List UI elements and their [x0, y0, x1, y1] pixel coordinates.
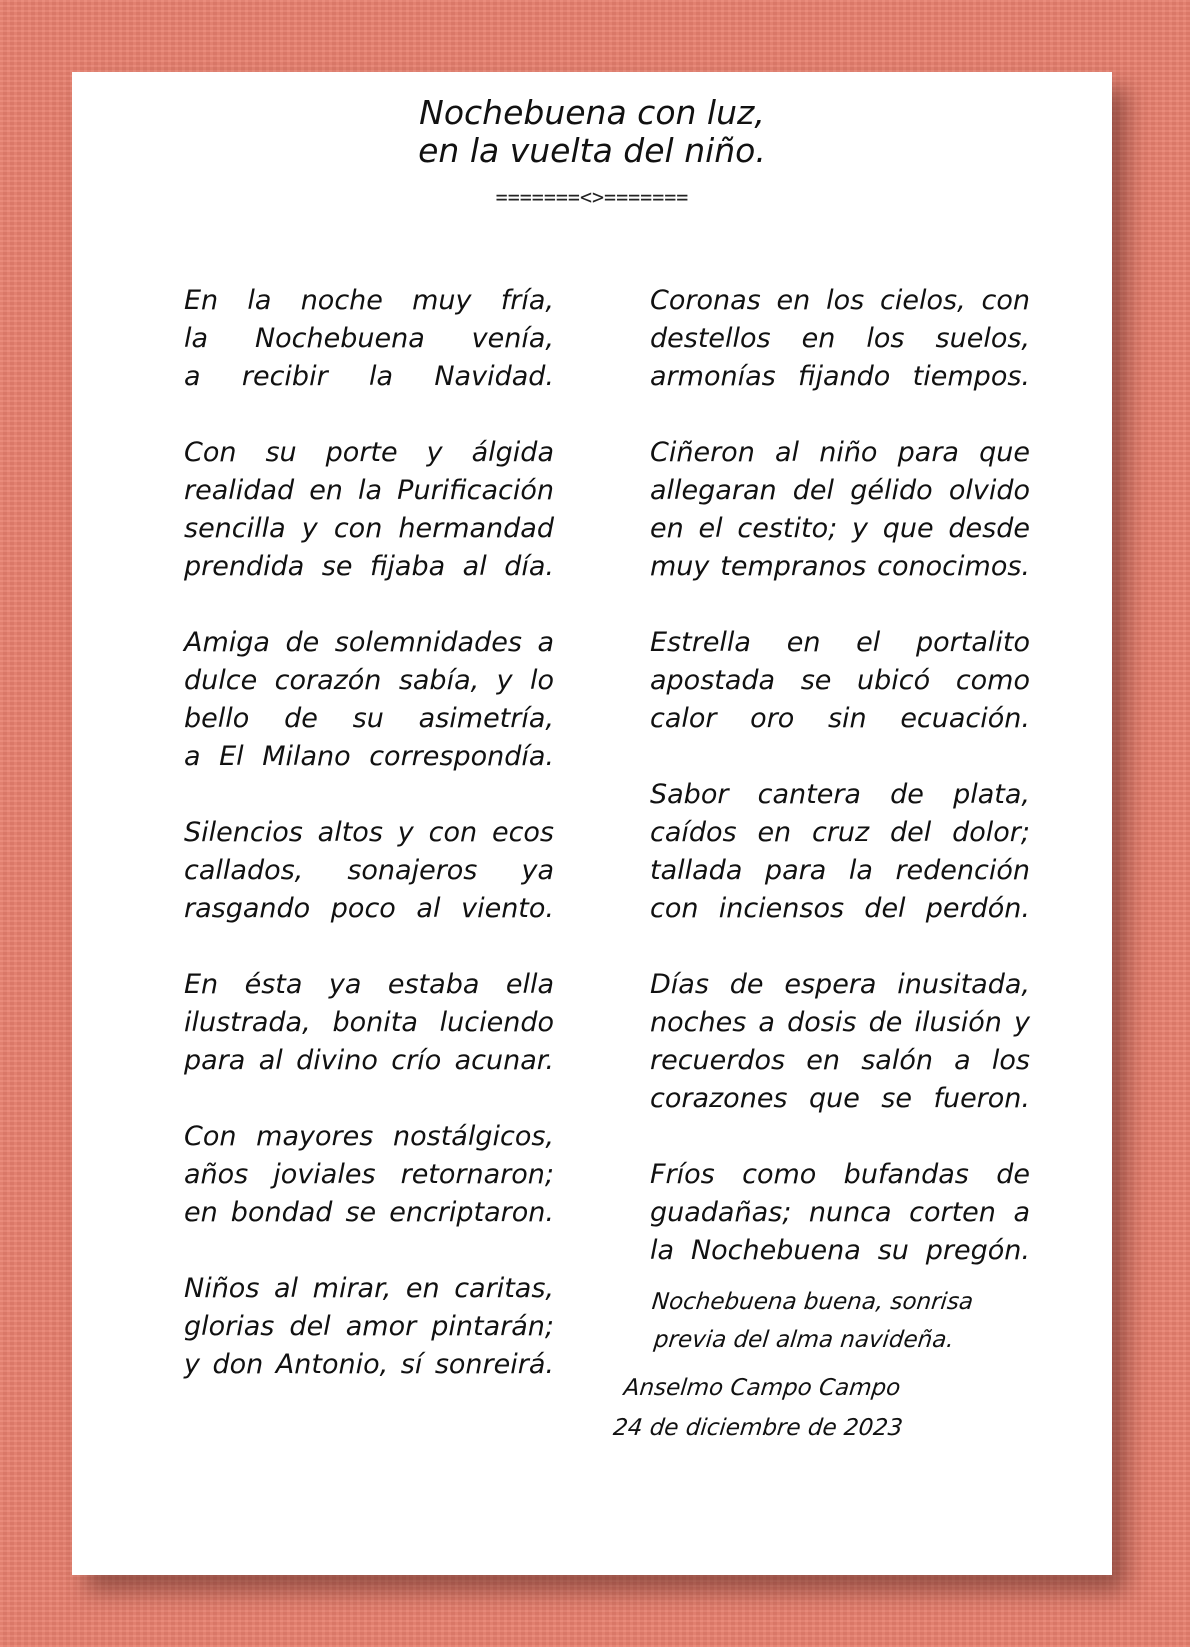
stanza: [650, 282, 1030, 396]
poem-line: con inciensos del perdón.: [650, 893, 1030, 924]
poem-line: años joviales retornaron;: [184, 1159, 554, 1190]
poem-line: y don Antonio, sí sonreirá.: [184, 1349, 554, 1380]
stanza: [184, 624, 554, 776]
poem-line: rasgando poco al viento.: [184, 893, 554, 924]
poem-title: [72, 94, 1112, 170]
signature-block: [606, 1368, 914, 1448]
stanza: [184, 814, 554, 928]
author-name: Anselmo Campo Campo: [622, 1375, 902, 1401]
poem-line: en bondad se encriptaron.: [184, 1197, 554, 1228]
poem-line: callados, sonajeros ya: [184, 855, 554, 886]
stanza: [650, 776, 1030, 928]
stanza: [650, 966, 1030, 1118]
poem-line: a El Milano correspondía.: [184, 741, 554, 772]
stanza: [184, 966, 554, 1080]
poem-line: prendida se fijaba al día.: [184, 551, 554, 582]
poem-line: Con su porte y álgida: [184, 437, 554, 468]
poem-line: sencilla y con hermandad: [184, 513, 554, 544]
poem-line: apostada se ubicó como: [650, 665, 1030, 696]
poem-line: Sabor cantera de plata,: [650, 779, 1030, 810]
poem-line: Niños al mirar, en caritas,: [184, 1273, 554, 1304]
closing-line-2: previa del alma navideña.: [652, 1327, 956, 1353]
poem-line: allegaran del gélido olvido: [650, 475, 1030, 506]
stanza: [650, 624, 1030, 738]
stanza: [184, 1270, 554, 1384]
poem-line: En ésta ya estaba ella: [184, 969, 554, 1000]
left-column: [184, 282, 554, 1422]
poem-line: Ciñeron al niño para que: [650, 437, 1030, 468]
poem-line: realidad en la Purificación: [184, 475, 554, 506]
stanza: [184, 1118, 554, 1232]
poem-line: caídos en cruz del dolor;: [650, 817, 1030, 848]
poem-line: ilustrada, bonita luciendo: [184, 1007, 554, 1038]
poem-line: a recibir la Navidad.: [184, 361, 554, 392]
stanza: [184, 282, 554, 396]
stanza: [184, 434, 554, 586]
poem-line: glorias del amor pintarán;: [184, 1311, 554, 1342]
poem-line: recuerdos en salón a los: [650, 1045, 1030, 1076]
stanza: [650, 434, 1030, 586]
poem-line: noches a dosis de ilusión y: [650, 1007, 1030, 1038]
poem-line: Con mayores nostálgicos,: [184, 1121, 554, 1152]
poem-line: Días de espera inusitada,: [650, 969, 1030, 1000]
poem-line: guadañas; nunca corten a: [650, 1197, 1030, 1228]
poem-line: para al divino crío acunar.: [184, 1045, 554, 1076]
poem-line: corazones que se fueron.: [650, 1083, 1030, 1114]
right-column: [650, 282, 1030, 1308]
poem-line: Silencios altos y con ecos: [184, 817, 554, 848]
poem-line: calor oro sin ecuación.: [650, 703, 1030, 734]
poem-line: Estrella en el portalito: [650, 627, 1030, 658]
closing-line-1: Nochebuena buena, sonrisa: [650, 1289, 975, 1315]
poem-date: 24 de diciembre de 2023: [611, 1415, 904, 1441]
closing-couplet: [646, 1283, 994, 1359]
poem-line: Amiga de solemnidades a: [184, 627, 554, 658]
poem-sheet: [72, 72, 1112, 1575]
poem-line: muy tempranos conocimos.: [650, 551, 1030, 582]
title-divider: =======<>=======: [495, 185, 689, 209]
poem-line: Fríos como bufandas de: [650, 1159, 1030, 1190]
poem-line: bello de su asimetría,: [184, 703, 554, 734]
title-line-1: Nochebuena con luz,: [419, 93, 765, 132]
poem-line: tallada para la redención: [650, 855, 1030, 886]
poem-line: la Nochebuena venía,: [184, 323, 554, 354]
poem-line: armonías fijando tiempos.: [650, 361, 1030, 392]
poem-line: dulce corazón sabía, y lo: [184, 665, 554, 696]
poem-line: destellos en los suelos,: [650, 323, 1030, 354]
poem-line: Coronas en los cielos, con: [650, 285, 1030, 316]
poem-line: en el cestito; y que desde: [650, 513, 1030, 544]
poem-line: la Nochebuena su pregón.: [650, 1235, 1030, 1266]
title-line-2: en la vuelta del niño.: [418, 131, 766, 170]
poem-line: En la noche muy fría,: [184, 285, 554, 316]
stanza: [650, 1156, 1030, 1270]
